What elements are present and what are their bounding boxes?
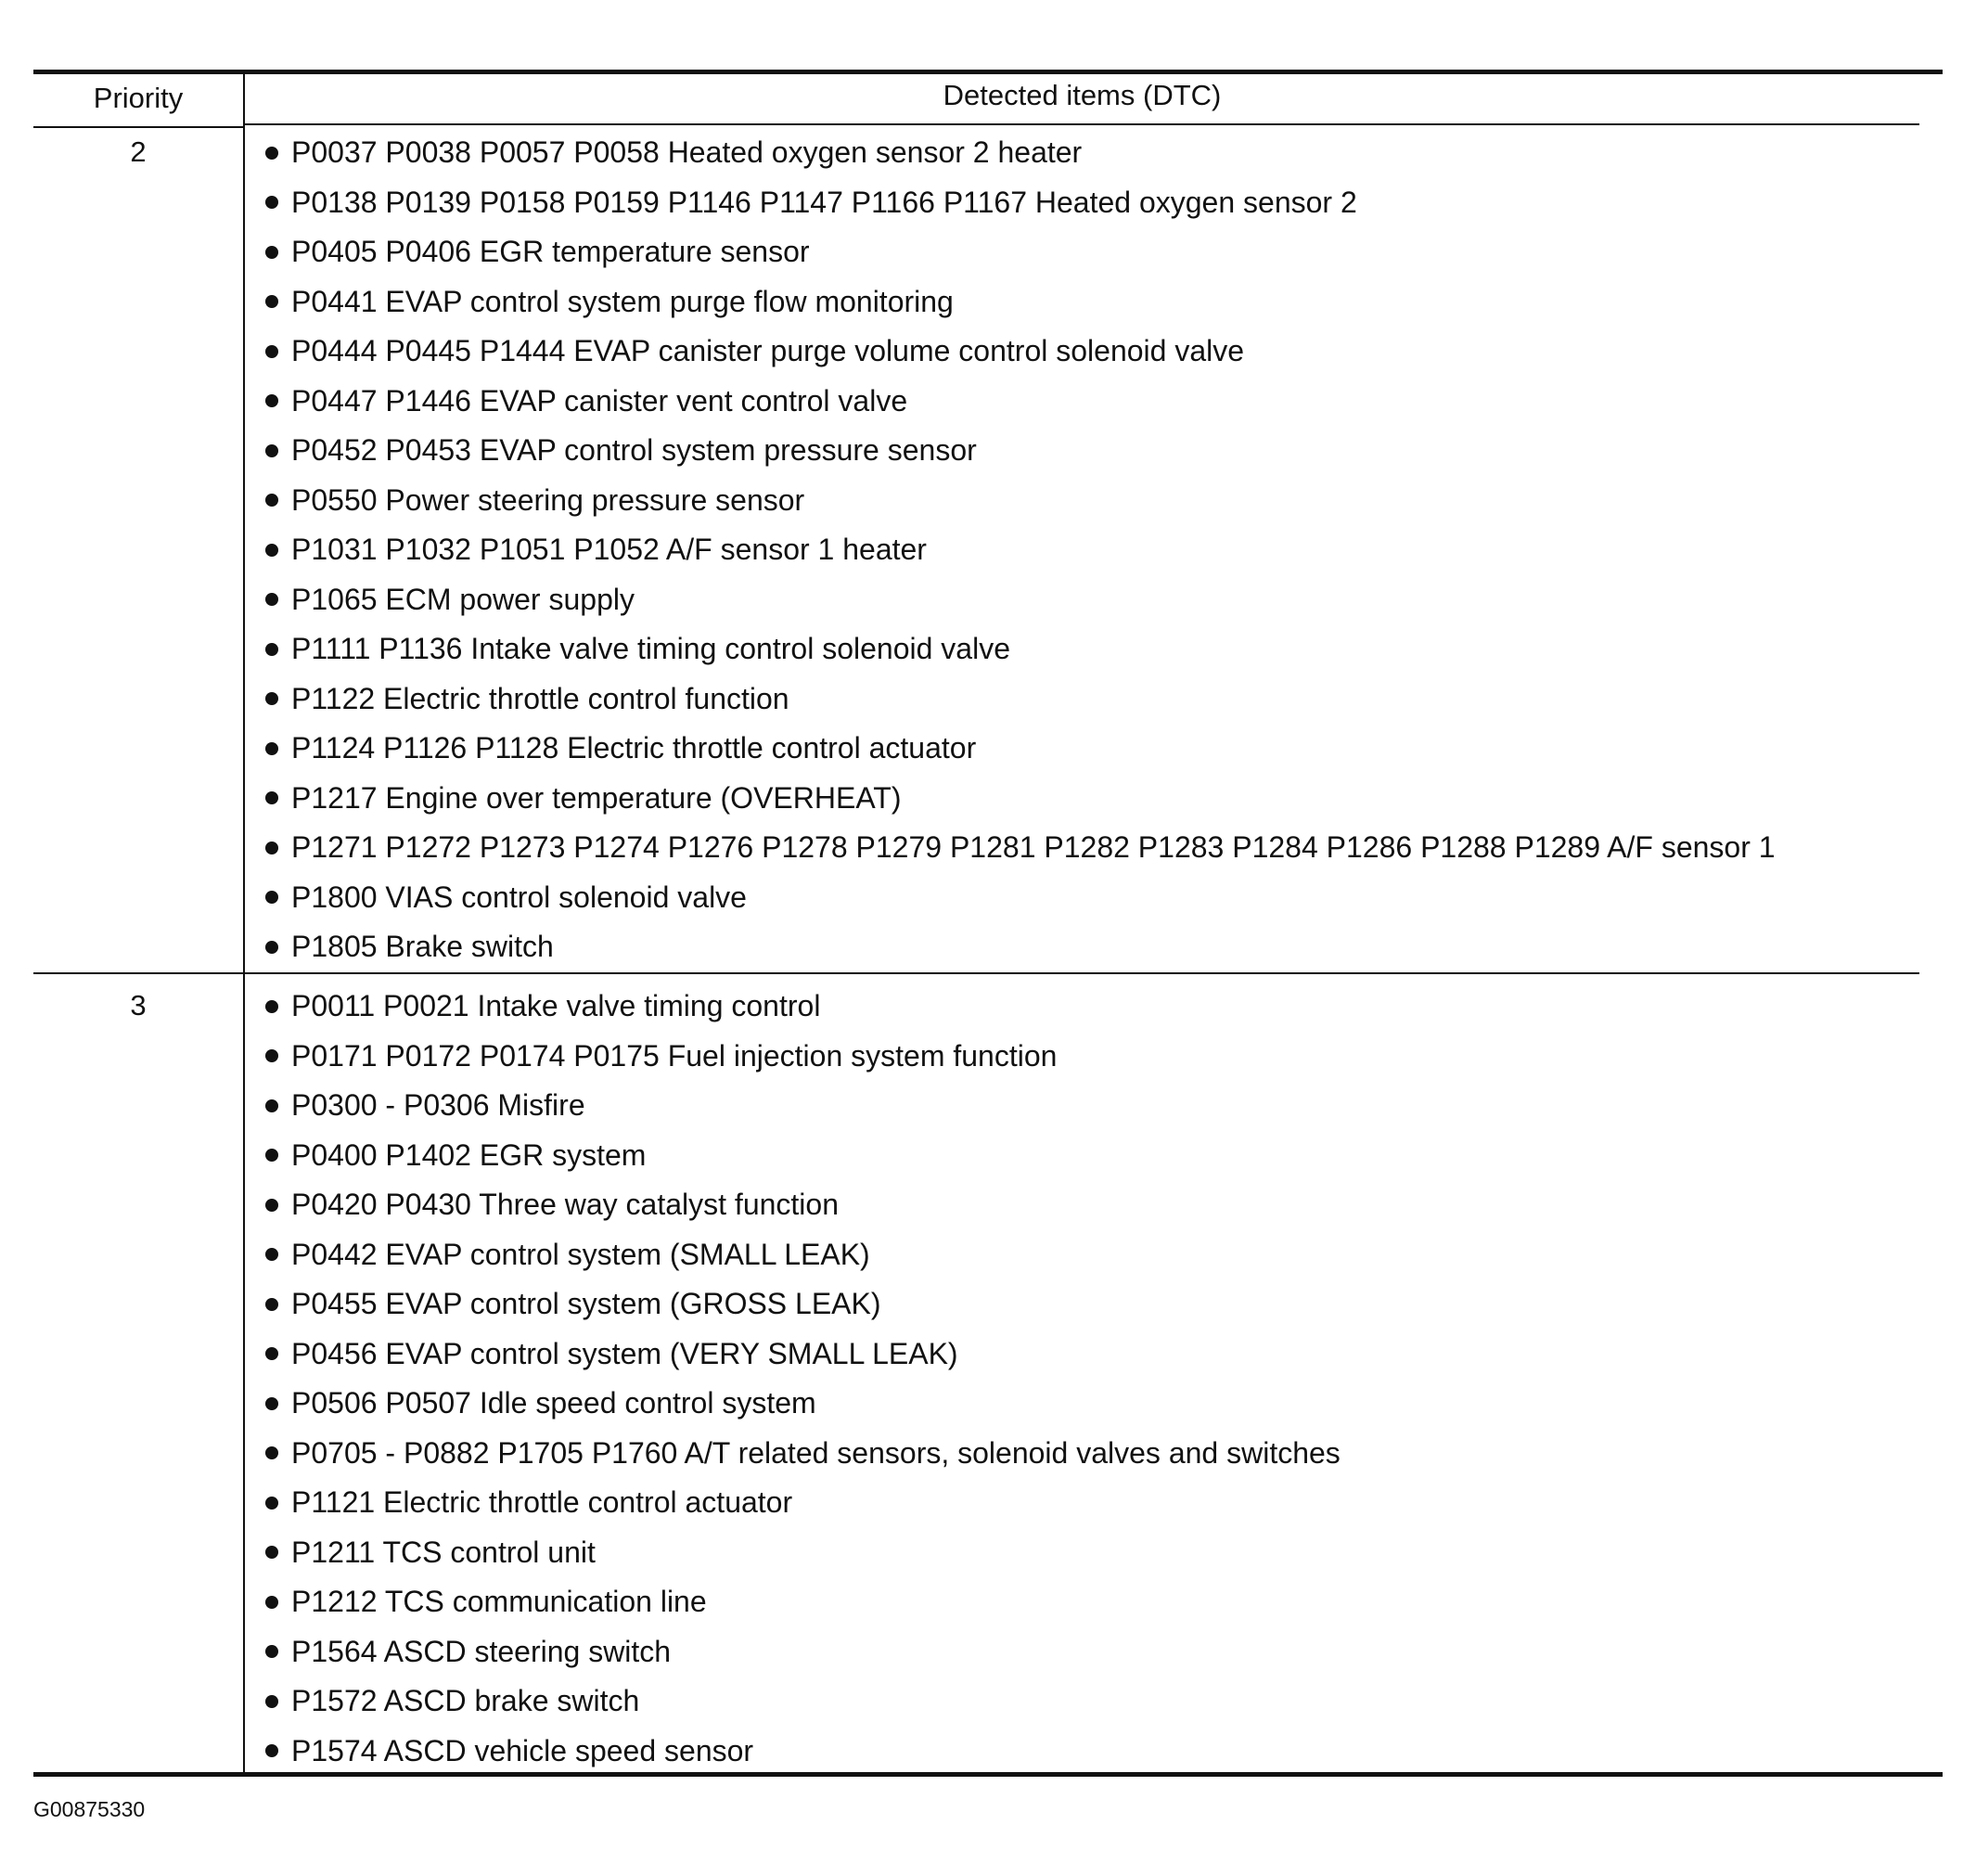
dtc-item-text: P0506 P0507 Idle speed control system (291, 1386, 816, 1420)
dtc-item-text: P0444 P0445 P1444 EVAP canister purge volume control solenoid valve (291, 334, 1245, 367)
priority-3-dtc-list (265, 987, 1935, 1781)
dtc-item-text: P1124 P1126 P1128 Electric throttle control actuator (291, 731, 977, 765)
dtc-item-text: P1031 P1032 P1051 P1052 A/F sensor 1 heater (291, 533, 927, 566)
bullet-icon (265, 1397, 278, 1410)
bullet-icon (265, 1744, 278, 1757)
group-separator-rule (33, 972, 1919, 974)
dtc-list-item (265, 729, 1935, 779)
dtc-item-text: P0011 P0021 Intake valve timing control (291, 989, 821, 1022)
bullet-icon (265, 1099, 278, 1112)
dtc-item-text: P0452 P0453 EVAP control system pressure sensor (291, 433, 977, 467)
figure-id: G00875330 (33, 1797, 146, 1821)
dtc-item-text: P0442 EVAP control system (SMALL LEAK) (291, 1237, 870, 1271)
bullet-icon (265, 1695, 278, 1708)
dtc-list-item (265, 1484, 1935, 1534)
header-priority: Priority (93, 82, 184, 114)
dtc-item-text: P1217 Engine over temperature (OVERHEAT) (291, 780, 902, 815)
priority-2-label: 2 (130, 135, 147, 168)
header-detected-items: Detected items (DTC) (943, 79, 1222, 111)
bullet-icon (265, 246, 278, 259)
bullet-icon (265, 1596, 278, 1609)
dtc-item-text: P1111 P1136 Intake valve timing control solenoid valve (291, 632, 1010, 665)
column-divider (243, 72, 245, 1774)
bullet-icon (265, 394, 278, 407)
dtc-item-text: P1065 ECM power supply (291, 582, 635, 616)
dtc-item-text: P1572 ASCD brake switch (291, 1684, 640, 1717)
dtc-list-item (265, 431, 1935, 482)
dtc-list-item (265, 184, 1935, 234)
dtc-list-item (265, 1037, 1935, 1087)
dtc-list-item (265, 1434, 1935, 1484)
bullet-icon (265, 444, 278, 457)
dtc-list-item (265, 1534, 1935, 1584)
dtc-item-text: P0550 Power steering pressure sensor (291, 482, 805, 517)
dtc-item-text: P1574 ASCD vehicle speed sensor (291, 1733, 754, 1767)
bullet-icon (265, 791, 278, 804)
dtc-item-text: P1212 TCS communication line (291, 1585, 707, 1618)
bullet-icon (265, 1000, 278, 1013)
dtc-item-text: P1805 Brake switch (291, 930, 554, 963)
bullet-icon (265, 692, 278, 705)
dtc-item-text: P0455 EVAP control system (GROSS LEAK) (291, 1287, 881, 1320)
bullet-icon (265, 1497, 278, 1510)
bullet-icon (265, 643, 278, 656)
dtc-list-item (265, 630, 1935, 680)
dtc-list-item (265, 233, 1935, 283)
dtc-item-text: P0705 - P0882 P1705 P1760 A/T related sensors, solenoid valves and switches (291, 1435, 1341, 1470)
dtc-item-text: P1564 ASCD steering switch (291, 1634, 672, 1668)
dtc-list-item (265, 1583, 1935, 1633)
dtc-list-item (265, 382, 1935, 432)
dtc-list-item (265, 1236, 1935, 1286)
dtc-list-item (265, 1137, 1935, 1187)
dtc-list-item (265, 332, 1935, 382)
bullet-icon (265, 1199, 278, 1212)
dtc-list-item (265, 928, 1935, 978)
priority-2-dtc-list (265, 134, 1935, 978)
bullet-icon (265, 891, 278, 904)
bullet-icon (265, 1347, 278, 1360)
dtc-item-text: P0420 P0430 Three way catalyst function (291, 1188, 839, 1221)
dtc-item-text: P0400 P1402 EGR system (291, 1137, 647, 1172)
dtc-list-item (265, 1285, 1935, 1335)
bullet-icon (265, 742, 278, 755)
dtc-list-item (265, 1682, 1935, 1732)
bullet-icon (265, 295, 278, 308)
dtc-list-item (265, 1633, 1935, 1683)
dtc-list-item (265, 779, 1935, 829)
dtc-list-item (265, 1335, 1935, 1385)
dtc-list-item (265, 581, 1935, 631)
dtc-list-item (265, 829, 1935, 879)
header-rule-right (245, 123, 1919, 125)
dtc-list-item (265, 1186, 1935, 1236)
dtc-item-text: P1800 VIAS control solenoid valve (291, 880, 747, 914)
dtc-list-item (265, 1384, 1935, 1434)
dtc-item-text: P0300 - P0306 Misfire (291, 1088, 585, 1122)
bullet-icon (265, 544, 278, 557)
dtc-list-item (265, 680, 1935, 730)
bullet-icon (265, 196, 278, 209)
dtc-item-text: P1271 P1272 P1273 P1274 P1276 P1278 P1279 P1281 P1282 P1283 P1284 P1286 P1288 P1289 A/F sensor 1 (291, 830, 1776, 864)
bullet-icon (265, 1298, 278, 1311)
bullet-icon (265, 345, 278, 358)
bullet-icon (265, 593, 278, 606)
bullet-icon (265, 842, 278, 854)
bullet-icon (265, 147, 278, 160)
dtc-item-text: P1211 TCS control unit (291, 1535, 596, 1569)
table-bottom-rule (33, 1772, 1943, 1777)
table-top-rule (33, 70, 1943, 74)
dtc-item-text: P1121 Electric throttle control actuator (291, 1485, 793, 1519)
dtc-list-item (265, 134, 1935, 184)
dtc-item-text: P0441 EVAP control system purge flow monitoring (291, 284, 954, 318)
bullet-icon (265, 941, 278, 954)
bullet-icon (265, 494, 278, 507)
bullet-icon (265, 1546, 278, 1559)
bullet-icon (265, 1149, 278, 1162)
dtc-list-item (265, 879, 1935, 929)
bullet-icon (265, 1049, 278, 1062)
bullet-icon (265, 1645, 278, 1658)
dtc-item-text: P1122 Electric throttle control function (291, 681, 789, 715)
dtc-item-text: P0171 P0172 P0174 P0175 Fuel injection system function (291, 1038, 1058, 1073)
dtc-item-text: P0456 EVAP control system (VERY SMALL LEAK) (291, 1336, 958, 1370)
dtc-list-item (265, 1086, 1935, 1137)
dtc-list-item (265, 987, 1935, 1037)
dtc-item-text: P0447 P1446 EVAP canister vent control valve (291, 383, 908, 418)
dtc-list-item (265, 283, 1935, 333)
dtc-item-text: P0138 P0139 P0158 P0159 P1146 P1147 P1166 P1167 Heated oxygen sensor 2 (291, 185, 1357, 219)
dtc-list-item (265, 482, 1935, 532)
dtc-item-text: P0037 P0038 P0057 P0058 Heated oxygen sensor 2 heater (291, 135, 1083, 169)
dtc-list-item (265, 531, 1935, 581)
priority-3-label: 3 (130, 989, 147, 1022)
bullet-icon (265, 1446, 278, 1459)
bullet-icon (265, 1248, 278, 1261)
dtc-item-text: P0405 P0406 EGR temperature sensor (291, 235, 810, 268)
header-rule-left (33, 126, 245, 128)
